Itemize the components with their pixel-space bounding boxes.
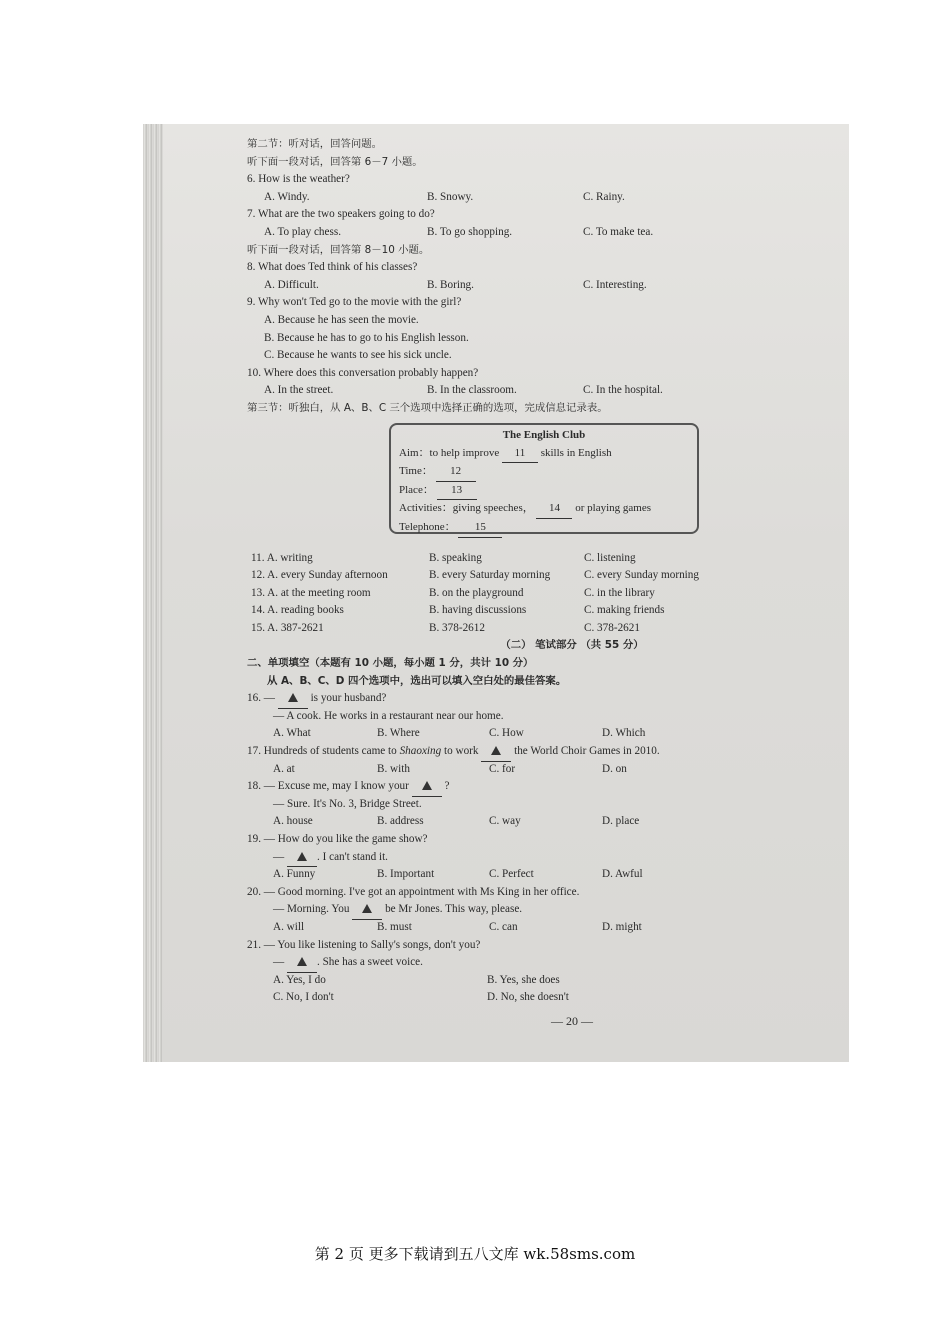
page-stack-edge [143, 124, 163, 1062]
section2-heading: 第二节：听对话，回答问题。 [247, 138, 383, 150]
question-17 [247, 743, 837, 761]
options-17 [247, 761, 837, 779]
question-20-line2 [247, 901, 837, 919]
text: ? [444, 780, 450, 793]
option-b: B. 378-2612 [429, 621, 485, 634]
option-b: B. having discussions [429, 604, 527, 617]
blank-13: 13 [437, 482, 477, 501]
option-c: C. making friends [584, 604, 665, 617]
answer-blank [481, 743, 511, 762]
options-21-row2 [247, 989, 837, 1007]
options-12 [247, 567, 837, 585]
place-name: Shaoxing [399, 745, 442, 758]
question-16-line2: — A cook. He works in a restaurant near our home. [273, 709, 504, 722]
option-c: C. In the hospital. [583, 384, 663, 397]
option-c: C. How [489, 727, 524, 740]
option-b: B. Because he has to go to his English lesson. [264, 331, 469, 344]
option-b: B. must [377, 920, 412, 933]
options-18 [247, 813, 837, 831]
activities-row [399, 500, 697, 519]
option-b: B. Yes, she does [487, 973, 560, 986]
text: 16. — [247, 692, 275, 705]
option-a: 13. A. at the meeting room [251, 586, 371, 599]
instruction: 听下面一段对话，回答第 8－10 小题。 [247, 243, 430, 256]
text: — [273, 850, 285, 863]
option-a: A. Funny [273, 868, 316, 881]
option-a: 14. A. reading books [251, 604, 344, 617]
options-10 [247, 382, 837, 400]
options-15 [247, 620, 837, 638]
option-b: B. on the playground [429, 586, 524, 599]
option-c: C. Interesting. [583, 278, 647, 291]
answer-blank [287, 849, 317, 868]
text: is your husband? [310, 692, 387, 705]
blank-11: 11 [502, 445, 538, 464]
instruction: 从 A、B、C、D 四个选项中，选出可以填入空白处的最佳答案。 [267, 674, 567, 687]
option-d: D. on [602, 762, 627, 775]
options-14 [247, 602, 837, 620]
question-19-line2 [247, 849, 837, 867]
option-c: C. every Sunday morning [584, 569, 699, 582]
question-7: 7. What are the two speakers going to do? [247, 208, 435, 221]
text: Place： [399, 483, 434, 496]
option-a: A. at [273, 762, 295, 775]
option-b: B. with [377, 762, 410, 775]
triangle-icon [362, 904, 372, 913]
text: skills in English [540, 446, 612, 459]
answer-blank [278, 690, 308, 709]
options-11 [247, 550, 837, 568]
option-d: D. place [602, 815, 640, 828]
section3-heading: 第三节：听独白，从 A、B、C 三个选项中选择正确的选项，完成信息记录表。 [247, 401, 608, 414]
question-21-line1: 21. — You like listening to Sally's songs, don't you? [247, 938, 481, 951]
text: Activities：giving speeches， [399, 502, 534, 515]
blank-12: 12 [436, 463, 476, 482]
question-6: 6. How is the weather? [247, 173, 350, 186]
option-a: 11. A. writing [251, 551, 313, 564]
option-b: B. Snowy. [427, 190, 474, 203]
option-b: B. In the classroom. [427, 384, 517, 397]
text: . I can't stand it. [316, 850, 388, 863]
options-6 [247, 189, 837, 207]
option-b: B. Boring. [427, 278, 474, 291]
triangle-icon [297, 852, 307, 861]
option-b: B. address [377, 815, 424, 828]
options-8 [247, 277, 837, 295]
instruction: 听下面一段对话，回答第 6－7 小题。 [247, 155, 423, 168]
option-a: A. What [273, 727, 311, 740]
text: — [273, 956, 285, 969]
text: Aim：to help improve [399, 446, 500, 459]
option-b: B. Where [377, 727, 420, 740]
english-club-info-box [389, 423, 699, 534]
footer-note: 第 2 页 更多下载请到五八文库 wk.58sms.com [314, 1245, 636, 1263]
text: — Morning. You [273, 903, 350, 916]
question-9: 9. Why won't Ted go to the movie with the girl? [247, 296, 462, 309]
option-c: C. No, I don't [273, 991, 334, 1004]
telephone-row [399, 519, 697, 538]
text: to work [444, 745, 479, 758]
place-row [399, 482, 697, 501]
option-a: 15. A. 387-2621 [251, 621, 324, 634]
text: Telephone： [399, 520, 456, 533]
answer-blank [352, 901, 382, 920]
option-b: B. speaking [429, 551, 482, 564]
option-d: D. No, she doesn't [487, 991, 569, 1004]
option-d: D. Awful [602, 868, 643, 881]
option-a: A. Windy. [264, 190, 310, 203]
page-number: — 20 — [551, 1013, 593, 1028]
text: 18. — Excuse me, may I know your [247, 780, 409, 793]
options-16 [247, 725, 837, 743]
question-8: 8. What does Ted think of his classes? [247, 261, 418, 274]
option-a: A. Because he has seen the movie. [264, 313, 419, 326]
option-a: A. Difficult. [264, 278, 319, 291]
question-16-line1 [247, 690, 837, 708]
box-title: The English Club [502, 429, 586, 441]
option-c: C. To make tea. [583, 225, 654, 238]
triangle-icon [297, 957, 307, 966]
option-a: A. house [273, 815, 313, 828]
question-18-line2: — Sure. It's No. 3, Bridge Street. [273, 797, 422, 810]
text: Time： [399, 465, 433, 478]
triangle-icon [422, 781, 432, 790]
question-10: 10. Where does this conversation probably happen? [247, 366, 479, 379]
blank-14: 14 [536, 500, 572, 519]
option-b: B. every Saturday morning [429, 569, 551, 582]
options-19 [247, 866, 837, 884]
option-c: C. for [489, 762, 516, 775]
option-a: 12. A. every Sunday afternoon [251, 569, 388, 582]
blank-15: 15 [458, 519, 502, 538]
question-20-line1: 20. — Good morning. I've got an appointment with Ms King in her office. [247, 885, 580, 898]
triangle-icon [288, 693, 298, 702]
option-b: B. Important [377, 868, 435, 881]
answer-blank [412, 778, 442, 797]
option-d: D. Which [602, 727, 646, 740]
scanned-page-photo [143, 124, 849, 1062]
question-19-line1: 19. — How do you like the game show? [247, 833, 428, 845]
question-21-line2 [247, 954, 837, 972]
option-c: C. Perfect [489, 868, 534, 881]
options-7 [247, 224, 837, 242]
text: or playing games [575, 502, 651, 515]
options-21-row1 [247, 972, 837, 990]
option-c: C. 378-2621 [584, 621, 640, 634]
option-c: C. Rainy. [583, 190, 625, 203]
text: 17. Hundreds of students came to [247, 745, 397, 758]
question-18-line1 [247, 778, 837, 796]
option-a: A. will [273, 920, 305, 933]
option-b: B. To go shopping. [427, 225, 513, 238]
option-c: C. listening [584, 551, 636, 564]
option-a: A. Yes, I do [273, 973, 326, 986]
option-c: C. in the library [584, 586, 655, 599]
triangle-icon [491, 746, 501, 755]
part2-heading: （二） 笔试部分 （共 55 分） [500, 639, 644, 652]
text: the World Choir Games in 2010. [514, 745, 660, 758]
options-13 [247, 585, 837, 603]
section-title: 二、单项填空（本题有 10 小题，每小题 1 分，共计 10 分） [247, 657, 534, 670]
option-c: C. way [489, 815, 521, 828]
option-d: D. might [602, 920, 642, 933]
option-a: A. To play chess. [264, 225, 342, 238]
time-row [399, 463, 697, 482]
exam-content [247, 136, 837, 1031]
text: be Mr Jones. This way, please. [385, 903, 523, 916]
option-c: C. Because he wants to see his sick uncle. [264, 349, 452, 362]
option-a: A. In the street. [264, 384, 334, 397]
option-c: C. can [489, 920, 518, 933]
text: . She has a sweet voice. [316, 956, 423, 969]
options-20 [247, 919, 837, 937]
answer-blank [287, 954, 317, 973]
aim-row [399, 445, 697, 464]
